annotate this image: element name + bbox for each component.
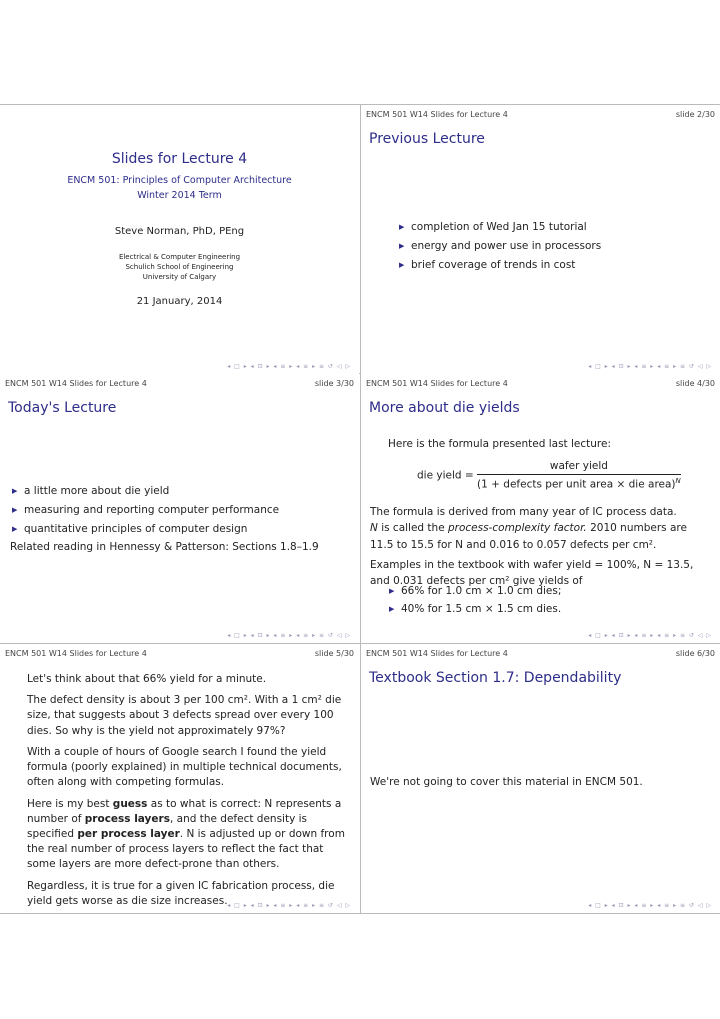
example-1: Examples in the textbook with wafer yield = 100%, N = 13.5,	[370, 558, 694, 571]
bullet-list	[10, 485, 279, 542]
header-text: ENCM 501 W14 Slides for Lecture 4	[366, 379, 508, 388]
formula-fraction	[477, 460, 681, 491]
formula-notes	[370, 504, 710, 589]
grid-line-bottom	[0, 913, 720, 914]
list-item: ▶ a little more about die yield	[12, 485, 170, 497]
slide-body: We're not going to cover this material in ENCM 501.	[370, 776, 643, 788]
formula-intro: Here is the formula presented last lecture:	[388, 438, 612, 450]
bullet-triangle-icon: ▶	[12, 506, 18, 514]
formula-exponent: N	[675, 477, 681, 485]
slide-4	[361, 374, 720, 643]
slide-header	[366, 649, 715, 658]
bullet-triangle-icon: ▶	[389, 605, 395, 613]
bullet-triangle-icon: ▶	[399, 242, 405, 250]
slide-1-univ: University of Calgary	[142, 273, 217, 281]
slide-5	[0, 644, 359, 913]
slide-2	[361, 105, 720, 374]
formula-note-1: The formula is derived from many year of IC process data.	[370, 506, 677, 518]
slide-1-author: Steve Norman, PhD, PEng	[114, 226, 245, 237]
paragraph-1: Let's think about that 66% yield for a minute.	[27, 673, 267, 685]
related-reading: Related reading in Hennessy & Patterson: Sections 1.8–1.9	[10, 541, 319, 553]
slide-6	[361, 644, 720, 913]
list-item: ▶ measuring and reporting computer performance	[12, 504, 280, 516]
slide-title: Textbook Section 1.7: Dependability	[369, 670, 622, 686]
paragraph-5: Regardless, it is true for a given IC fabrication process, die yield gets worse as die size increases.	[27, 879, 335, 907]
header-text: ENCM 501 W14 Slides for Lecture 4	[5, 649, 147, 658]
nav-bar[interactable]: ◂ □ ▸ ◂ ⊡ ▸ ◂ ≡ ▸ ◂ ≡ ▸ ≡ ↺ ◁ ▷	[227, 902, 351, 909]
slide-1-dept: Electrical & Computer Engineering	[118, 253, 241, 261]
slide-number: slide 5/30	[314, 649, 354, 658]
example-2: and 0.031 defects per cm² give yields of	[370, 575, 583, 588]
header-text: ENCM 501 W14 Slides for Lecture 4	[5, 379, 147, 388]
bullet-triangle-icon: ▶	[399, 261, 405, 269]
list-item: ▶ 66% for 1.0 cm × 1.0 cm dies;	[389, 585, 562, 597]
slide-1-title: Slides for Lecture 4	[111, 151, 248, 167]
slide-header	[5, 379, 354, 388]
list-item: ▶ quantitative principles of computer design	[12, 523, 248, 535]
slide-1-school: Schulich School of Engineering	[125, 263, 234, 271]
slide-1-term: Winter 2014 Term	[137, 190, 222, 201]
slide-header	[366, 110, 715, 119]
slide-number: slide 2/30	[675, 110, 715, 119]
nav-bar[interactable]: ◂ □ ▸ ◂ ⊡ ▸ ◂ ≡ ▸ ◂ ≡ ▸ ≡ ↺ ◁ ▷	[588, 902, 712, 909]
list-item: ▶ completion of Wed Jan 15 tutorial	[399, 221, 587, 233]
slide-1-date: 21 January, 2014	[136, 296, 223, 307]
list-item: ▶ 40% for 1.5 cm × 1.5 cm dies.	[389, 603, 562, 615]
bullet-triangle-icon: ▶	[389, 587, 395, 595]
list-item: ▶ energy and power use in processors	[399, 240, 602, 252]
yield-formula	[417, 460, 681, 491]
slide-title: Today's Lecture	[8, 400, 117, 416]
formula-note-2: N is called the process-complexity factor. 2010 numbers are	[370, 522, 687, 535]
header-text: ENCM 501 W14 Slides for Lecture 4	[366, 110, 508, 119]
bullet-list	[397, 221, 601, 278]
slide-number: slide 6/30	[675, 649, 715, 658]
slide-number: slide 4/30	[675, 379, 715, 388]
paragraph-4: Here is my best guess as to what is correct: N represents a number of process layers, and the defect density is specified per process layer. N is adjusted up or down from the real number of process layers to reflect the fact that some layers are more defect-prone than others.	[27, 797, 345, 871]
slide-header	[5, 649, 354, 658]
list-item: ▶ brief coverage of trends in cost	[399, 259, 576, 271]
bullet-triangle-icon: ▶	[399, 223, 405, 231]
bullet-triangle-icon: ▶	[12, 525, 18, 533]
bullet-list	[387, 585, 561, 622]
formula-denominator: (1 + defects per unit area × die area)$^N$	[477, 477, 681, 491]
formula-note-3: 11.5 to 15.5 for N and 0.016 to 0.057 defects per cm².	[370, 538, 657, 551]
nav-bar[interactable]: ◂ □ ▸ ◂ ⊡ ▸ ◂ ≡ ▸ ◂ ≡ ▸ ≡ ↺ ◁ ▷	[588, 363, 712, 370]
slide-title: Previous Lecture	[369, 131, 485, 147]
nav-bar[interactable]: ◂ □ ▸ ◂ ⊡ ▸ ◂ ≡ ▸ ◂ ≡ ▸ ≡ ↺ ◁ ▷	[227, 632, 351, 639]
nav-bar[interactable]: ◂ □ ▸ ◂ ⊡ ▸ ◂ ≡ ▸ ◂ ≡ ▸ ≡ ↺ ◁ ▷	[227, 363, 351, 370]
slide-1-course: ENCM 501: Principles of Computer Architecture	[67, 175, 292, 186]
formula-numerator: wafer yield	[477, 460, 681, 475]
paragraph-3: With a couple of hours of Google search I found the yield formula (poorly explained) in multiple technical documents, often along with competing formulas.	[27, 745, 342, 789]
slide-header	[366, 379, 715, 388]
slide-title: More about die yields	[369, 400, 520, 416]
paragraph-2: The defect density is about 3 per 100 cm². With a 1 cm² die size, that suggests about 3 defects spread over every 100 dies. So why is the yield not approximately 97%?	[27, 694, 342, 737]
nav-bar[interactable]: ◂ □ ▸ ◂ ⊡ ▸ ◂ ≡ ▸ ◂ ≡ ▸ ≡ ↺ ◁ ▷	[588, 632, 712, 639]
slide-3	[0, 374, 359, 643]
slide-number: slide 3/30	[314, 379, 354, 388]
slide-body	[27, 672, 345, 913]
bullet-triangle-icon: ▶	[12, 487, 18, 495]
slide-1	[0, 105, 359, 374]
formula-lhs: die yield =	[417, 469, 474, 482]
header-text: ENCM 501 W14 Slides for Lecture 4	[366, 649, 508, 658]
